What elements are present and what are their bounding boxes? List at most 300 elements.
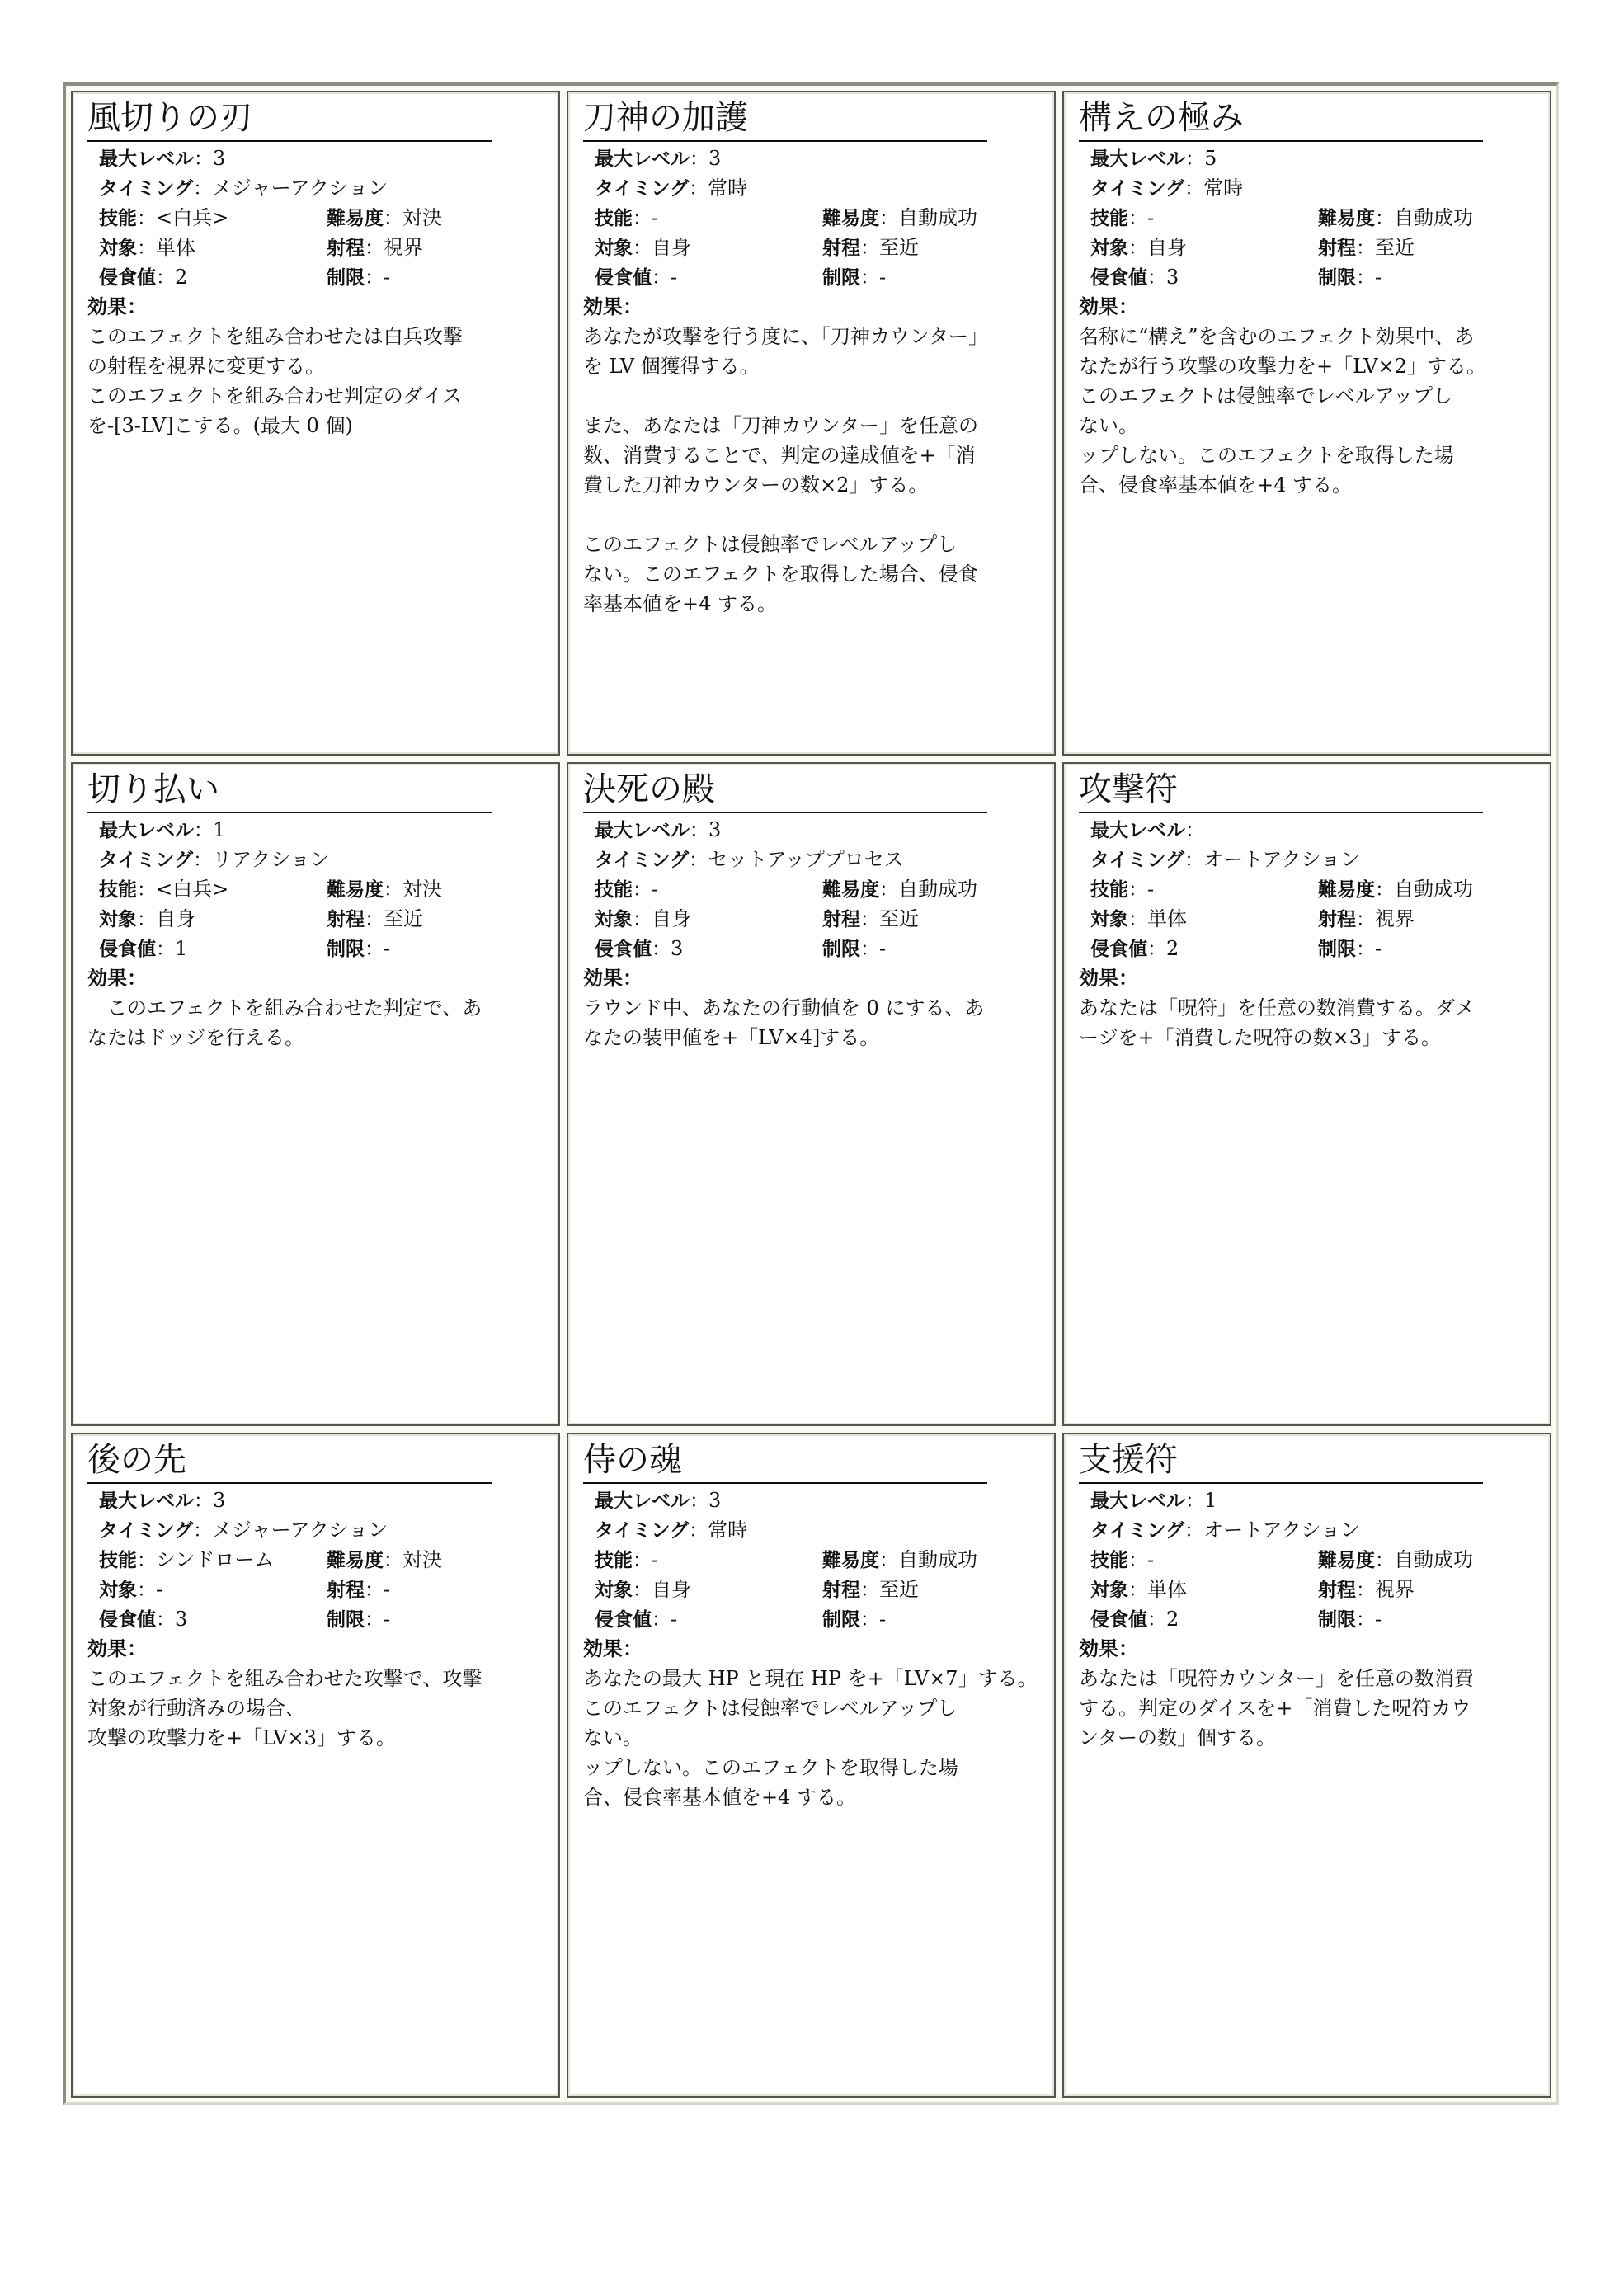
range-label: 射程 [327, 238, 365, 259]
max-level-label: 最大レベル [1090, 148, 1185, 170]
erosion-value: - [671, 266, 678, 289]
skill-value: <白兵> [156, 877, 229, 901]
timing-label: タイミング [1090, 849, 1185, 871]
target-colon: ： [633, 908, 652, 930]
erosion-value: 2 [1166, 936, 1179, 960]
effect-card [1062, 762, 1551, 1427]
card-stats [1090, 1486, 1537, 1634]
effect-label: 効果： [583, 1637, 643, 1661]
card-stats [595, 144, 1041, 292]
target-value: 自身 [652, 236, 691, 259]
range-colon: ： [365, 908, 384, 930]
row-max-level [99, 815, 545, 845]
card-title: 切り払い [87, 769, 492, 813]
difficulty-value: 自動成功 [1394, 1548, 1473, 1572]
card-stats [99, 144, 545, 292]
effect-text [1079, 993, 1537, 1052]
skill-colon: ： [1128, 208, 1147, 229]
target-label: 対象 [99, 908, 137, 930]
range-label: 射程 [327, 908, 365, 930]
difficulty [822, 874, 977, 905]
skill [595, 206, 658, 229]
limit-colon: ： [365, 267, 384, 289]
card-stats [1090, 144, 1537, 292]
effect-label: 効果： [583, 966, 643, 990]
effect-card [71, 1433, 560, 2098]
limit-label: 制限 [327, 938, 365, 960]
target [595, 1578, 691, 1601]
max-level [595, 1489, 721, 1512]
max-level-colon: ： [1185, 1490, 1204, 1513]
range-label: 射程 [327, 1580, 365, 1602]
limit-label: 制限 [822, 267, 860, 289]
range-label: 射程 [822, 1580, 860, 1602]
timing [1090, 177, 1243, 200]
row-skill [595, 203, 1041, 233]
range-label: 射程 [1318, 908, 1356, 930]
row-timing [595, 845, 1041, 874]
effect-label: 効果： [583, 295, 643, 318]
effect-paragraph: 名称に“構え”を含むのエフェクト効果中、あ なたが行う攻撃の攻撃力を+「LV×2」する。 このエフェクトは侵蝕率でレベルアップし ない。 ップしない。このエフェクトを取得した場 合、侵食率基本値を+4 する。 [1079, 325, 1486, 497]
timing-value: 常時 [708, 1518, 748, 1542]
max-level-value: 3 [708, 1489, 722, 1513]
difficulty-value: 自動成功 [898, 206, 977, 229]
range-value: 至近 [879, 1578, 919, 1602]
row-max-level [595, 144, 1041, 173]
row-target [99, 904, 545, 934]
timing-colon: ： [1184, 178, 1204, 200]
row-target [1090, 233, 1537, 262]
skill-label: 技能 [595, 208, 633, 229]
row-target [595, 904, 1041, 934]
max-level-colon: ： [690, 1490, 708, 1513]
erosion-value: - [671, 1608, 678, 1631]
timing-value: オートアクション [1203, 847, 1361, 871]
card-title: 侍の魂 [583, 1439, 987, 1484]
skill-label: 技能 [1090, 878, 1128, 901]
timing-value: 常時 [708, 177, 748, 200]
timing [1090, 1518, 1360, 1542]
row-erosion [1090, 1604, 1537, 1634]
timing-value: リアクション [212, 847, 330, 871]
row-timing [595, 173, 1041, 203]
difficulty-label: 難易度 [822, 878, 879, 901]
row-timing [99, 845, 545, 874]
row-skill [99, 874, 545, 904]
timing-colon: ： [193, 1520, 213, 1542]
skill [595, 878, 658, 901]
timing [99, 177, 388, 200]
difficulty-colon: ： [1375, 208, 1394, 229]
skill [99, 206, 228, 229]
row-timing [595, 1515, 1041, 1545]
difficulty-label: 難易度 [327, 1550, 384, 1572]
skill-label: 技能 [99, 878, 137, 901]
target-label: 対象 [595, 238, 633, 259]
card-title: 刀神の加護 [583, 97, 987, 142]
row-erosion [99, 1604, 545, 1634]
erosion-colon: ： [1147, 938, 1166, 960]
range-colon: ： [365, 238, 384, 259]
row-skill [595, 874, 1041, 904]
skill [1090, 1548, 1154, 1571]
target [1090, 907, 1187, 930]
row-erosion [99, 934, 545, 963]
difficulty [822, 1545, 977, 1575]
timing-colon: ： [689, 849, 708, 871]
range-value: 至近 [384, 906, 423, 930]
limit-colon: ： [365, 938, 384, 960]
effect-paragraph: あなたは「呪符カウンター」を任意の数消費 する。判定のダイスを+「消費した呪符カウ ンターの数」個する。 [1079, 1667, 1475, 1750]
difficulty-label: 難易度 [822, 208, 879, 229]
erosion-value: 3 [175, 1608, 188, 1631]
range-colon: ： [860, 908, 879, 930]
difficulty-colon: ： [384, 208, 402, 229]
effect-label: 効果： [1079, 1637, 1138, 1661]
timing-colon: ： [1184, 1520, 1204, 1542]
skill-colon: ： [633, 1550, 652, 1572]
erosion-colon: ： [652, 938, 671, 960]
row-erosion [595, 934, 1041, 963]
card-title: 支援符 [1079, 1439, 1483, 1484]
row-erosion [595, 262, 1041, 292]
timing-label: タイミング [595, 849, 690, 871]
row-target [595, 1575, 1041, 1604]
target-label: 対象 [1090, 908, 1128, 930]
range-label: 射程 [822, 238, 860, 259]
range [327, 1575, 390, 1605]
row-max-level [1090, 1486, 1537, 1515]
effect-label: 効果： [1079, 295, 1138, 318]
range-colon: ： [1356, 1580, 1375, 1602]
row-skill [99, 203, 545, 233]
max-level-label: 最大レベル [99, 148, 194, 170]
limit-value: - [384, 936, 391, 960]
erosion [1090, 937, 1179, 960]
difficulty-colon: ： [1375, 1550, 1394, 1572]
erosion [1090, 1608, 1179, 1631]
erosion-colon: ： [652, 267, 671, 289]
max-level [99, 147, 225, 170]
limit-value: - [879, 266, 887, 289]
effect-paragraph: また、あなたは「刀神カウンター」を任意の 数、消費することで、判定の達成値を+「消 費した刀神カウンターの数×2」する。 [583, 414, 979, 497]
range-colon: ： [860, 238, 879, 259]
skill [1090, 878, 1154, 901]
timing [99, 1518, 388, 1542]
max-level-colon: ： [690, 148, 708, 170]
max-level [595, 147, 721, 170]
range [1318, 1575, 1415, 1605]
limit-value: - [879, 1608, 887, 1631]
limit-value: - [384, 266, 391, 289]
erosion [1090, 266, 1179, 289]
timing-label: タイミング [99, 178, 194, 200]
skill-colon: ： [1128, 1550, 1147, 1572]
max-level-colon: ： [1185, 148, 1204, 170]
skill-label: 技能 [99, 1550, 137, 1572]
max-level-colon: ： [690, 819, 708, 841]
skill-value: - [1147, 877, 1155, 901]
timing-colon: ： [193, 178, 213, 200]
limit-label: 制限 [1318, 267, 1356, 289]
target-colon: ： [1128, 1580, 1147, 1602]
difficulty-value: 対決 [402, 1548, 442, 1572]
skill-label: 技能 [595, 1550, 633, 1572]
effect-paragraph: このエフェクトを組み合わせた攻撃で、攻撃 対象が行動済みの場合、 攻撃の攻撃力を+「LV×3」する。 [87, 1667, 482, 1750]
timing-label: タイミング [1090, 178, 1185, 200]
range-value: 視界 [1375, 1578, 1415, 1602]
difficulty [327, 203, 442, 233]
timing-label: タイミング [99, 849, 194, 871]
target-value: 自身 [156, 906, 195, 930]
row-max-level [99, 144, 545, 173]
target-value: 単体 [156, 236, 195, 259]
limit-colon: ： [860, 938, 879, 960]
timing-colon: ： [1184, 849, 1204, 871]
target-colon: ： [137, 908, 156, 930]
effect-paragraph: あなたの最大 HP と現在 HP を+「LV×7」する。 このエフェクトは侵蝕率でレベルアップし ない。 ップしない。このエフェクトを取得した場 合、侵食率基本値を+4 する。 [583, 1667, 1038, 1810]
limit-label: 制限 [327, 1609, 365, 1631]
skill-label: 技能 [1090, 208, 1128, 229]
effect-paragraph: このエフェクトを組み合わせた判定で、あ なたはドッジを行える。 [87, 996, 482, 1049]
difficulty-colon: ： [384, 1550, 402, 1572]
range [822, 233, 919, 263]
limit-colon: ： [1356, 1609, 1375, 1631]
target-colon: ： [633, 1580, 652, 1602]
erosion-colon: ： [156, 267, 175, 289]
skill-label: 技能 [1090, 1550, 1128, 1572]
difficulty-value: 自動成功 [898, 877, 977, 901]
max-level-label: 最大レベル [1090, 1490, 1185, 1513]
effect-paragraph: このエフェクトを組み合わせたは白兵攻撃 の射程を視界に変更する。 [87, 325, 463, 378]
range [1318, 233, 1415, 263]
card-stats [595, 1486, 1041, 1634]
max-level-value: 1 [1204, 1489, 1217, 1513]
target-value: 単体 [1147, 906, 1187, 930]
erosion-colon: ： [1147, 267, 1166, 289]
row-erosion [1090, 262, 1537, 292]
range-label: 射程 [1318, 238, 1356, 259]
limit-colon: ： [860, 1609, 879, 1631]
erosion-value: 2 [1166, 1608, 1179, 1631]
limit [327, 1604, 390, 1635]
difficulty-colon: ： [879, 208, 898, 229]
limit [822, 262, 886, 293]
timing-label: タイミング [1090, 1520, 1185, 1542]
difficulty-label: 難易度 [822, 1550, 879, 1572]
erosion-value: 3 [1166, 266, 1179, 289]
range [327, 233, 423, 263]
card-stats [1090, 815, 1537, 963]
limit-label: 制限 [1318, 1609, 1356, 1631]
target-label: 対象 [1090, 238, 1128, 259]
erosion-value: 3 [671, 936, 684, 960]
skill-colon: ： [1128, 878, 1147, 901]
difficulty [822, 203, 977, 233]
skill-value: シンドローム [156, 1548, 275, 1572]
timing-value: メジャーアクション [212, 177, 388, 200]
timing-colon: ： [193, 849, 213, 871]
effect-card-sheet [63, 82, 1559, 2105]
target [99, 907, 195, 930]
erosion [595, 937, 683, 960]
max-level-colon: ： [1185, 819, 1204, 841]
range-colon: ： [1356, 908, 1375, 930]
target-colon: ： [633, 238, 652, 259]
target-value: 自身 [652, 1578, 691, 1602]
max-level [99, 1489, 225, 1512]
erosion-label: 侵食値 [99, 938, 156, 960]
erosion-value: 2 [175, 266, 188, 289]
effect-paragraph: あなたは「呪符」を任意の数消費する。ダメ ージを+「消費した呪符の数×3」する。 [1079, 996, 1475, 1049]
target-colon: ： [137, 238, 156, 259]
effect-paragraph: あなたが攻撃を行う度に、「刀神カウンター」 を LV 個獲得する。 [583, 325, 989, 378]
skill-value: - [652, 1548, 659, 1572]
erosion-label: 侵食値 [1090, 267, 1147, 289]
row-timing [1090, 1515, 1537, 1545]
max-level-value: 5 [1204, 147, 1217, 170]
range [327, 904, 423, 935]
limit-value: - [1375, 936, 1382, 960]
difficulty-label: 難易度 [327, 208, 384, 229]
timing-label: タイミング [595, 1520, 690, 1542]
erosion-colon: ： [156, 938, 175, 960]
difficulty-value: 自動成功 [1394, 206, 1473, 229]
erosion-label: 侵食値 [595, 267, 652, 289]
limit-colon: ： [1356, 267, 1375, 289]
target-label: 対象 [1090, 1580, 1128, 1602]
erosion [99, 266, 187, 289]
difficulty [1318, 874, 1473, 905]
row-skill [99, 1545, 545, 1575]
row-timing [99, 1515, 545, 1545]
effect-card [1062, 91, 1551, 756]
erosion-label: 侵食値 [595, 1609, 652, 1631]
erosion [595, 1608, 677, 1631]
max-level [595, 818, 721, 841]
card-stats [595, 815, 1041, 963]
effect-paragraph: このエフェクトは侵蝕率でレベルアップし ない。このエフェクトを取得した場合、侵食 率基本値を+4 する。 [583, 533, 978, 615]
difficulty-colon: ： [879, 878, 898, 901]
effect-text [1079, 1664, 1537, 1753]
effect-text [87, 1664, 545, 1753]
skill-value: - [652, 206, 659, 229]
row-target [1090, 1575, 1537, 1604]
target-value: 自身 [1147, 236, 1187, 259]
max-level [1090, 818, 1204, 841]
max-level-value: 3 [708, 147, 722, 170]
limit-label: 制限 [822, 1609, 860, 1631]
row-target [1090, 904, 1537, 934]
row-target [595, 233, 1041, 262]
range-value: 至近 [1375, 236, 1415, 259]
range-label: 射程 [1318, 1580, 1356, 1602]
row-skill [1090, 1545, 1537, 1575]
timing-label: タイミング [595, 178, 690, 200]
effect-card [567, 91, 1056, 756]
erosion-colon: ： [156, 1609, 175, 1631]
effect-label: 効果： [1079, 966, 1138, 990]
target-value: 単体 [1147, 1578, 1187, 1602]
difficulty-label: 難易度 [1318, 878, 1375, 901]
max-level-label: 最大レベル [1090, 819, 1185, 841]
max-level-colon: ： [194, 819, 213, 841]
timing-value: メジャーアクション [212, 1518, 388, 1542]
max-level [99, 818, 225, 841]
target-colon: ： [1128, 908, 1147, 930]
difficulty [327, 1545, 442, 1575]
timing [99, 848, 330, 871]
card-title: 決死の殿 [583, 769, 987, 813]
target [99, 1578, 162, 1601]
row-skill [1090, 874, 1537, 904]
card-title: 後の先 [87, 1439, 492, 1484]
row-timing [1090, 845, 1537, 874]
row-max-level [1090, 144, 1537, 173]
skill [595, 1548, 658, 1571]
target-label: 対象 [595, 1580, 633, 1602]
card-stats [99, 1486, 545, 1634]
skill-label: 技能 [595, 878, 633, 901]
target [1090, 1578, 1187, 1601]
timing [1090, 848, 1360, 871]
skill-colon: ： [137, 208, 156, 229]
limit-value: - [384, 1608, 391, 1631]
erosion-label: 侵食値 [1090, 1609, 1147, 1631]
skill-colon: ： [137, 878, 156, 901]
timing [595, 1518, 747, 1542]
limit-colon: ： [1356, 938, 1375, 960]
row-erosion [1090, 934, 1537, 963]
target-value: 自身 [652, 906, 691, 930]
row-target [99, 233, 545, 262]
row-skill [595, 1545, 1041, 1575]
max-level-label: 最大レベル [595, 1490, 690, 1513]
effect-label: 効果： [87, 295, 147, 318]
limit [1318, 1604, 1382, 1635]
difficulty-colon: ： [1375, 878, 1394, 901]
skill-value: - [652, 877, 659, 901]
effect-card [71, 762, 560, 1427]
effect-text [1079, 322, 1537, 500]
timing-value: オートアクション [1203, 1518, 1361, 1542]
limit-value: - [1375, 1608, 1382, 1631]
limit [1318, 934, 1382, 964]
effect-paragraph: ラウンド中、あなたの行動値を 0 にする、あ なたの装甲値を+「LV×4]する。 [583, 996, 985, 1049]
range-value: 至近 [879, 236, 919, 259]
timing-value: セットアッププロセス [708, 847, 904, 871]
timing-colon: ： [689, 1520, 708, 1542]
max-level-colon: ： [194, 148, 213, 170]
target-label: 対象 [99, 238, 137, 259]
row-skill [1090, 203, 1537, 233]
difficulty-value: 対決 [402, 206, 442, 229]
effect-label: 効果： [87, 966, 147, 990]
max-level-value: 3 [708, 817, 722, 841]
row-max-level [1090, 815, 1537, 845]
erosion-colon: ： [652, 1609, 671, 1631]
limit [822, 934, 886, 964]
timing [595, 177, 747, 200]
range-value: 至近 [879, 906, 919, 930]
difficulty-value: 対決 [402, 877, 442, 901]
effect-card [567, 762, 1056, 1427]
target-label: 対象 [595, 908, 633, 930]
target-colon: ： [1128, 238, 1147, 259]
skill-colon: ： [633, 208, 652, 229]
limit-colon: ： [860, 267, 879, 289]
limit-colon: ： [365, 1609, 384, 1631]
